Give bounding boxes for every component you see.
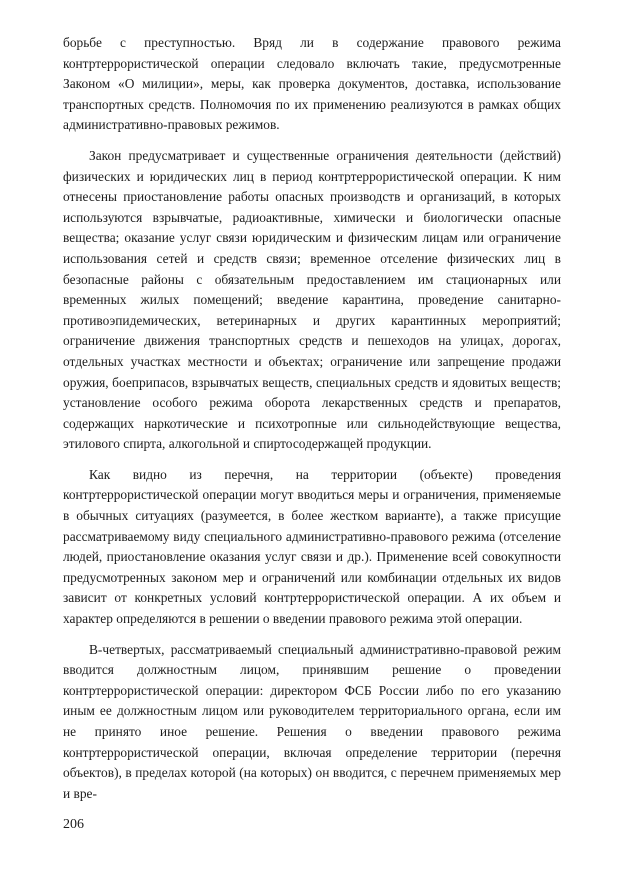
paragraph-1: борьбе с преступностью. Вряд ли в содержание правового режима контртеррористической операции следовало включать такие, предусмотренные Законом «О милиции», меры, как проверка документов, доставка, использование транспортных средств. Полномочия по их применению реализуются в рамках общих административно-правовых режимов. [63, 35, 561, 133]
paragraph-3: Как видно из перечня, на территории (объекте) проведения контртеррористической операции могут вводиться меры и ограничения, применяемые в обычных ситуациях (разумеется, в более жестком варианте), а также присущие рассматриваемому виду специального административно-правового режима (отселение людей, приостановление оказания услуг связи и др.). Применение всей совокупности предусмотренных законом мер и ограничений или комбинации отдельных их видов зависит от конкретных условий контртеррористической операции. А их объем и характер определяются в решении о введении правового режима этой операции. [63, 466, 561, 627]
page-body [63, 33, 561, 863]
page-number: 206 [63, 817, 84, 832]
paragraph-4: В-четвертых, рассматриваемый специальный административно-правовой режим вводится должностным лицом, принявшим решение о проведении контртеррористической операции: директором ФСБ России либо по его указанию иным ее должностным лицом или руководителем территориального органа, если им не принято иное решение. Решения о введении правового режима контртеррористической операции, включая определение территории (перечня объектов), в пределах которой (на которых) он вводится, с перечнем применяемых мер и вре- [63, 641, 561, 801]
paragraph-2: Закон предусматривает и существенные ограничения деятельности (действий) физических и юридических лиц в период контртеррористической операции. К ним отнесены приостановление работы опасных производств и организаций, в которых используются взрывчатые, радиоактивные, химически и биологически опасные вещества; оказание услуг связи юридическим и физическим лицам или ограничение использования сетей и средств связи; временное отселение физических лиц в безопасные районы с обязательным предоставлением им стационарных или временных жилых помещений; введение карантина, проведение санитарно-противоэпидемических, ветеринарных и других карантинных мероприятий; ограничение движения транспортных средств и пешеходов на улицах, дорогах, отдельных участках местности и объектах; ограничение или запрещение продажи оружия, боеприпасов, взрывчатых веществ, специальных средств и ядовитых веществ; установление особого режима оборота лекарственных средств и препаратов, содержащих наркотические и психотропные или сильнодействующие вещества, этилового спирта, алкогольной и спиртосодержащей продукции. [63, 147, 561, 452]
